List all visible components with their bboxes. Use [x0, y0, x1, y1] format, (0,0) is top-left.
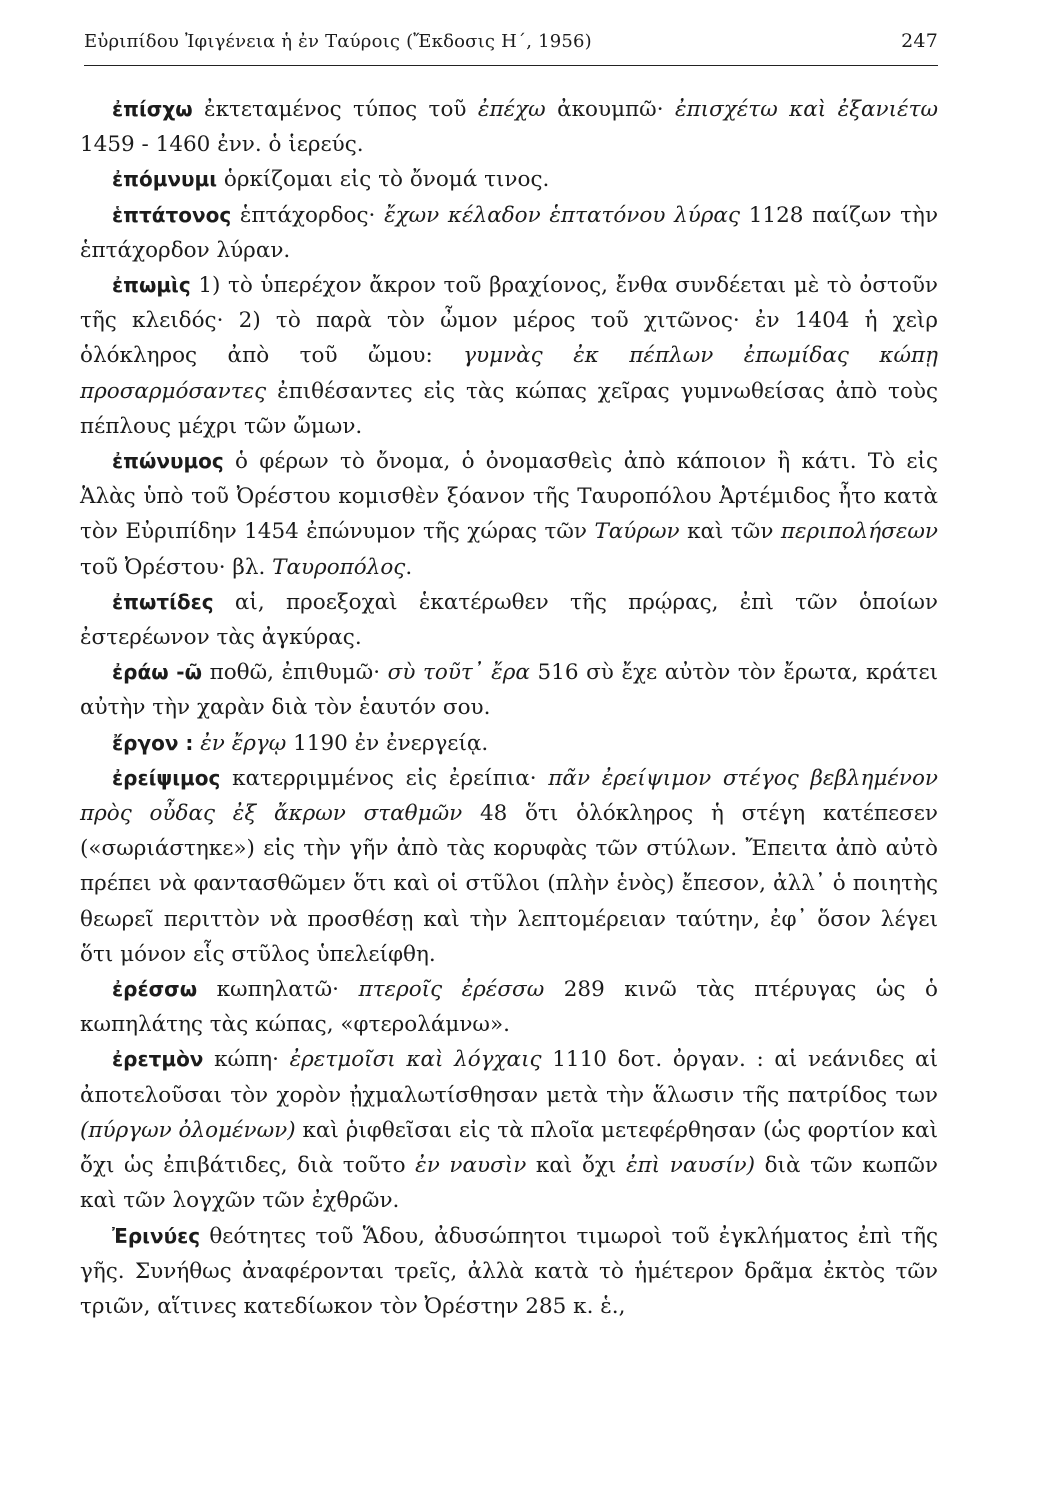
headword: ἔργον : [112, 730, 194, 755]
headword: ἐπωτίδες [112, 589, 214, 614]
definition-text: 1) τὸ ὑπερέχον ἄκρον τοῦ βραχίονος, ἔνθα συνδέεται μὲ τὸ ὀστοῦν τῆς κλειδός· 2) τὸ παρὰ τὸν ὦμον μέρος τοῦ χιτῶνος· ἐν 1404 ἡ χεὶρ ὁλόκληρος ἀπὸ τοῦ ὤμου: [80, 273, 938, 369]
quotation: Ταυροπόλος [272, 554, 406, 580]
definition-text: . [405, 554, 413, 580]
headword: ἐρέσσω [112, 977, 198, 1002]
glossary-entry [80, 972, 938, 1042]
definition-text: διὰ τῶν κωπῶν καὶ τῶν λογχῶν τῶν ἐχθρῶν. [80, 1153, 938, 1214]
page-header [84, 30, 938, 52]
definition-text: 516 σὺ ἔχε αὐτὸν τὸν ἔρωτα, κράτει αὐτὴν τὴν χαρὰν διὰ τὸν ἑαυτόν σου. [80, 660, 939, 721]
quotation: ἐν ἔργῳ [200, 730, 287, 756]
glossary-entry [80, 198, 938, 268]
definition-text: 1110 δοτ. ὀργαν. : αἱ νεάνιδες αἱ ἀποτελοῦσαι τὸν χορὸν ᾐχμαλωτίσθησαν μετὰ τὴν ἅλωσιν τῆς πατρίδος των [80, 1047, 939, 1108]
quotation: ἐπὶ ναυσίν) [626, 1153, 755, 1179]
quotation: γυμνὰς ἐκ πέπλων ἐπωμίδας κώπῃ προσαρμόσαντες [80, 343, 938, 404]
glossary-entry [80, 444, 938, 585]
glossary-entry [80, 726, 938, 761]
glossary-entry [80, 1219, 938, 1325]
headword: ἐπίσχω [112, 97, 193, 121]
definition-text: καὶ ὄχι [526, 1153, 626, 1179]
quotation: πτεροῖς ἐρέσσω [358, 977, 545, 1003]
glossary-entry [80, 585, 938, 655]
header-rule [84, 65, 938, 66]
glossary-entry [80, 268, 938, 444]
quotation: ἔχων κέλαδον ἑπτατόνου λύρας [384, 202, 740, 228]
definition-text: 289 κινῶ τὰς πτέρυγας ὡς ὁ κωπηλάτης τὰς κώπας, «φτερολάμνω». [80, 977, 938, 1038]
headword: Ἐρινύες [112, 1223, 201, 1248]
definition-text: θεότητες τοῦ Ἅδου, ἀδυσώπητοι τιμωροὶ τοῦ ἐγκλήματος ἐπὶ τῆς γῆς. Συνήθως ἀναφέρονται τρεῖς, ἀλλὰ κατὰ τὸ ἡμέτερον δρᾶμα ἐκτὸς τῶν τριῶν, αἵτινες κατεδίωκον τὸν Ὀρέστην 285 κ. ἑ., [80, 1223, 938, 1319]
quotation: πᾶν ἐρείψιμον στέγος βεβλημένον πρὸς οὖδας ἐξ ἄκρων σταθμῶν [80, 765, 938, 827]
definition-text: κωπηλατῶ· [197, 977, 359, 1003]
definition-text: ὁρκίζομαι εἰς τὸ ὄνομά τινος. [217, 167, 550, 193]
quotation: ἐπέχω [477, 97, 546, 122]
definition-text: ἐπιθέσαντες εἰς τὰς κώπας χεῖρας γυμνωθείσας ἀπὸ τοὺς πέπλους μέχρι τῶν ὤμων. [80, 378, 938, 439]
glossary-entry [80, 655, 938, 725]
definition-text: ποθῶ, ἐπιθυμῶ· [202, 660, 388, 686]
quotation: σὺ τοῦτ᾽ ἔρα [387, 660, 530, 686]
quotation: ἐρετμοῖσι καὶ λόγχαις [289, 1047, 542, 1073]
quotation: Ταύρων [594, 519, 680, 545]
definition-text: τοῦ Ὀρέστου· βλ. [80, 554, 273, 580]
quotation: περιπολήσεων [780, 519, 938, 545]
headword: ἑπτάτονος [112, 202, 232, 227]
quotation: ἐπισχέτω καὶ ἐξανιέτω [674, 97, 938, 122]
running-title: Εὐριπίδου Ἰφιγένεια ἡ ἐν Ταύροις (Ἔκδοσις Η΄, 1956) [84, 31, 592, 52]
definition-text: ἀκουμπῶ· [545, 97, 675, 122]
definition-text: 48 ὅτι ὁλόκληρος ἡ στέγη κατέπεσεν («σωριάστηκε») εἰς τὴν γῆν ἀπὸ τὰς κορυφὰς τῶν στύλων. Ἔπειτα ἀπὸ αὐτὸ πρέπει νὰ φαντασθῶμεν ὅτι καὶ οἱ στῦλοι (πλὴν ἑνὸς) ἔπεσον, ἀλλ᾽ ὁ ποιητὴς θεωρεῖ περιττὸν νὰ προσθέσῃ καὶ τὴν λεπτομέρειαν ταύτην, ἐφ᾽ ὅσον λέγει ὅτι μόνον εἷς στῦλος ὑπελείφθη. [80, 801, 938, 967]
definition-text: καὶ ῥιφθεῖσαι εἰς τὰ πλοῖα μετεφέρθησαν (ὡς φορτίον καὶ ὄχι ὡς ἐπιβάτιδες, διὰ τοῦτο [80, 1117, 938, 1179]
glossary-entry [80, 1042, 938, 1218]
quotation: ἐν ναυσὶν [415, 1153, 527, 1179]
headword: ἐρετμὸν [112, 1047, 204, 1072]
definition-text: 1190 ἐν ἐνεργείᾳ. [286, 730, 489, 756]
headword: ἐπώνυμος [112, 449, 224, 474]
definition-text: ἐκτεταμένος τύπος τοῦ [192, 97, 478, 122]
headword: ἐπωμὶς [112, 273, 191, 298]
definition-text: κώπη· [203, 1047, 290, 1073]
definition-text: αἱ, προεξοχαὶ ἑκατέρωθεν τῆς πρῴρας, ἐπὶ τῶν ὁποίων ἐστερέωνον τὰς ἀγκύρας. [80, 589, 938, 651]
glossary-entry [80, 761, 938, 972]
page-number: 247 [901, 30, 938, 52]
definition-text: ἑπτάχορδος· [231, 202, 385, 228]
definition-text: καὶ τῶν [679, 519, 781, 545]
definition-text: 1128 παίζων τὴν ἑπτάχορδον λύραν. [80, 202, 939, 263]
definition-text: κατερριμμένος εἰς ἐρείπια· [220, 765, 549, 791]
headword: ἐρείψιμος [112, 765, 221, 790]
headword: ἐπόμνυμι [112, 167, 218, 192]
headword: ἐράω -ῶ [112, 660, 202, 685]
glossary-entry [80, 92, 938, 162]
glossary-entry [80, 162, 938, 197]
glossary-entries [80, 92, 938, 1324]
definition-text: 1459 - 1460 ἐνν. ὁ ἱερεύς. [80, 132, 364, 158]
quotation: (πύργων ὀλομένων) [80, 1117, 296, 1143]
definition-text: ὁ φέρων τὸ ὄνομα, ὁ ὀνομασθεὶς ἀπὸ κάποιον ἢ κάτι. Τὸ εἰς Ἁλὰς ὑπὸ τοῦ Ὀρέστου κομισθὲν ξόανον τῆς Ταυροπόλου Ἀρτέμιδος ἦτο κατὰ τὸν Εὐριπίδην 1454 ἐπώνυμον τῆς χώρας τῶν [80, 449, 938, 545]
